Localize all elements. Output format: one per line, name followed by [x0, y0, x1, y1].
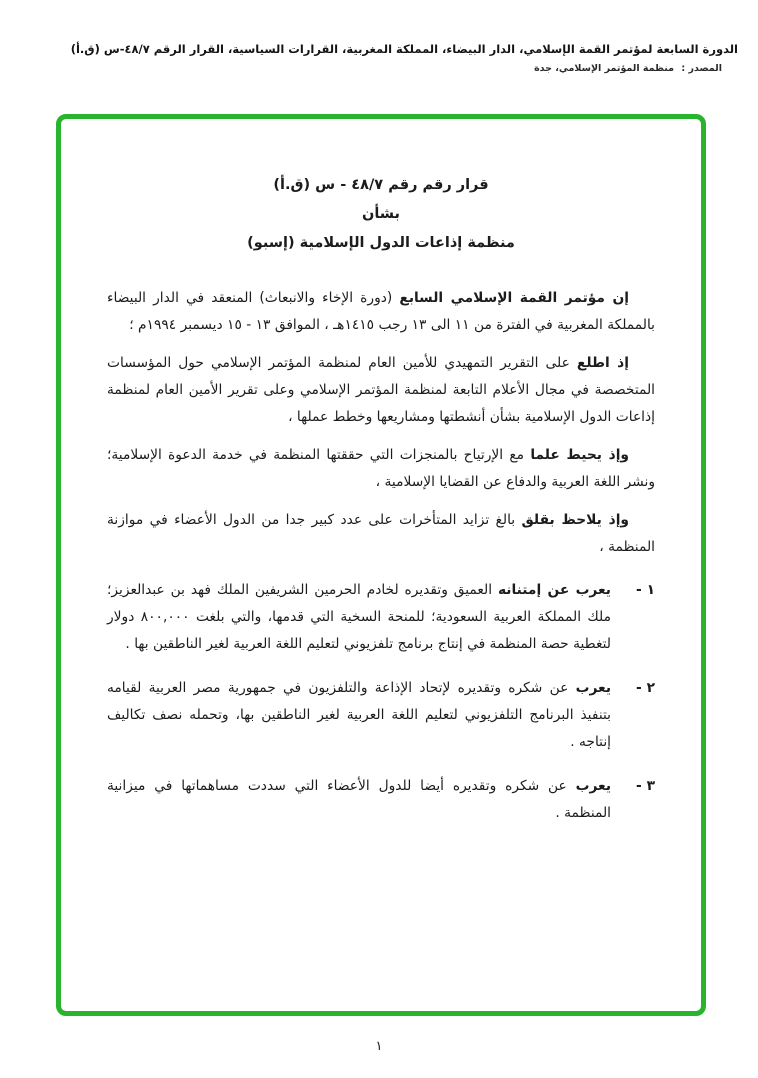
- item-lead: يعرب عن إمتنانه: [497, 582, 611, 598]
- paragraph-preamble: [107, 285, 655, 339]
- item-text: [107, 773, 611, 827]
- source-value: منظمة المؤتمر الإسلامي، جدة: [534, 63, 675, 74]
- item-text: [107, 577, 611, 658]
- resolution-title: [107, 177, 655, 251]
- item-lead: يعرب: [575, 680, 611, 696]
- paragraph-noting-concern: [107, 507, 655, 561]
- resolution-number: قرار رقم رقم ٤٨/٧ - س (ق.أ): [273, 177, 489, 193]
- numbered-item-3: [107, 773, 655, 827]
- paragraph-text: مع الإرتياح بالمنجزات التي حققتها المنظمة في خدمة الدعوة الإسلامية؛ ونشر اللغة العربية والدفاع عن القضايا الإسلامية ،: [107, 447, 655, 490]
- item-number: ٣ -: [636, 778, 655, 794]
- paragraph-lead: إن مؤتمر القمة الإسلامي السابع: [399, 290, 629, 306]
- item-text: [107, 675, 611, 756]
- resolution-body: [107, 285, 655, 827]
- document-frame: [56, 114, 706, 1016]
- organization-title: منظمة إذاعات الدول الإسلامية (إسبو): [247, 235, 515, 251]
- paragraph-text: على التقرير التمهيدي للأمين العام لمنظمة المؤتمر الإسلامي حول المؤسسات المتخصصة في مجال الأعلام التابعة لمنظمة المؤتمر الإسلامي وعلى تقرير الأمين العام لمنظمة إذاعات الدول الإسلامية بشأن أنشطتها ومشاريعها وخطط عملها ،: [107, 355, 655, 425]
- paragraph-lead: وإذ يحيط علما: [530, 447, 629, 463]
- paragraph-taking-note: [107, 442, 655, 496]
- item-lead: يعرب: [575, 778, 611, 794]
- document-content: [61, 119, 701, 1011]
- item-number: ١ -: [636, 582, 655, 598]
- numbered-items: [107, 577, 655, 827]
- item-body: عن شكره وتقديره أيضا للدول الأعضاء التي سددت مساهماتها في ميزانية المنظمة .: [107, 778, 611, 821]
- paragraph-text: (دورة الإخاء والانبعاث) المنعقد في الدار البيضاء بالمملكة المغربية في الفترة من ١١ الى ١٣ رجب ١٤١٥هـ ، الموافق ١٣ - ١٥ ديسمبر ١٩٩٤م ؛: [107, 290, 655, 333]
- source-label: المصدر :: [681, 63, 722, 74]
- paragraph-having-reviewed: [107, 350, 655, 431]
- source-line: [20, 63, 738, 74]
- paragraph-text: بالغ تزايد المتأخرات على عدد كبير جدا من الدول الأعضاء في موازنة المنظمة ،: [107, 512, 655, 555]
- citation-line: الدورة السابعة لمؤتمر القمة الإسلامي، الدار البيضاء، المملكة المغربية، القرارات السياسية، القرار الرقم ٤٨/٧-س (ق.أ): [70, 42, 738, 56]
- item-number: ٢ -: [636, 680, 655, 696]
- page-number: ١: [375, 1039, 383, 1054]
- paragraph-lead: إذ اطلع: [576, 355, 629, 371]
- numbered-item-1: [107, 577, 655, 658]
- citation-header: [20, 42, 738, 74]
- numbered-item-2: [107, 675, 655, 756]
- subject-word: بشأن: [361, 206, 401, 222]
- item-body: العميق وتقديره لخادم الحرمين الشريفين الملك فهد بن عبدالعزيز؛ ملك المملكة العربية السعودية؛ للمنحة السخية التي قدمها، والتي بلغت ٨٠٠,٠٠٠ دولار لتغطية حصة المنظمة في إنتاج برنامج تلفزيوني لتعليم اللغة العربية لغير الناطقين بها .: [107, 582, 611, 652]
- paragraph-lead: وإذ يلاحظ بقلق: [521, 512, 629, 528]
- item-body: عن شكره وتقديره لإتحاد الإذاعة والتلفزيون في جمهورية مصر العربية لقيامه بتنفيذ البرنامج التلفزيوني لتعليم اللغة العربية لغير الناطقين بها، وتحمله نصف تكاليف إنتاجه .: [107, 680, 611, 750]
